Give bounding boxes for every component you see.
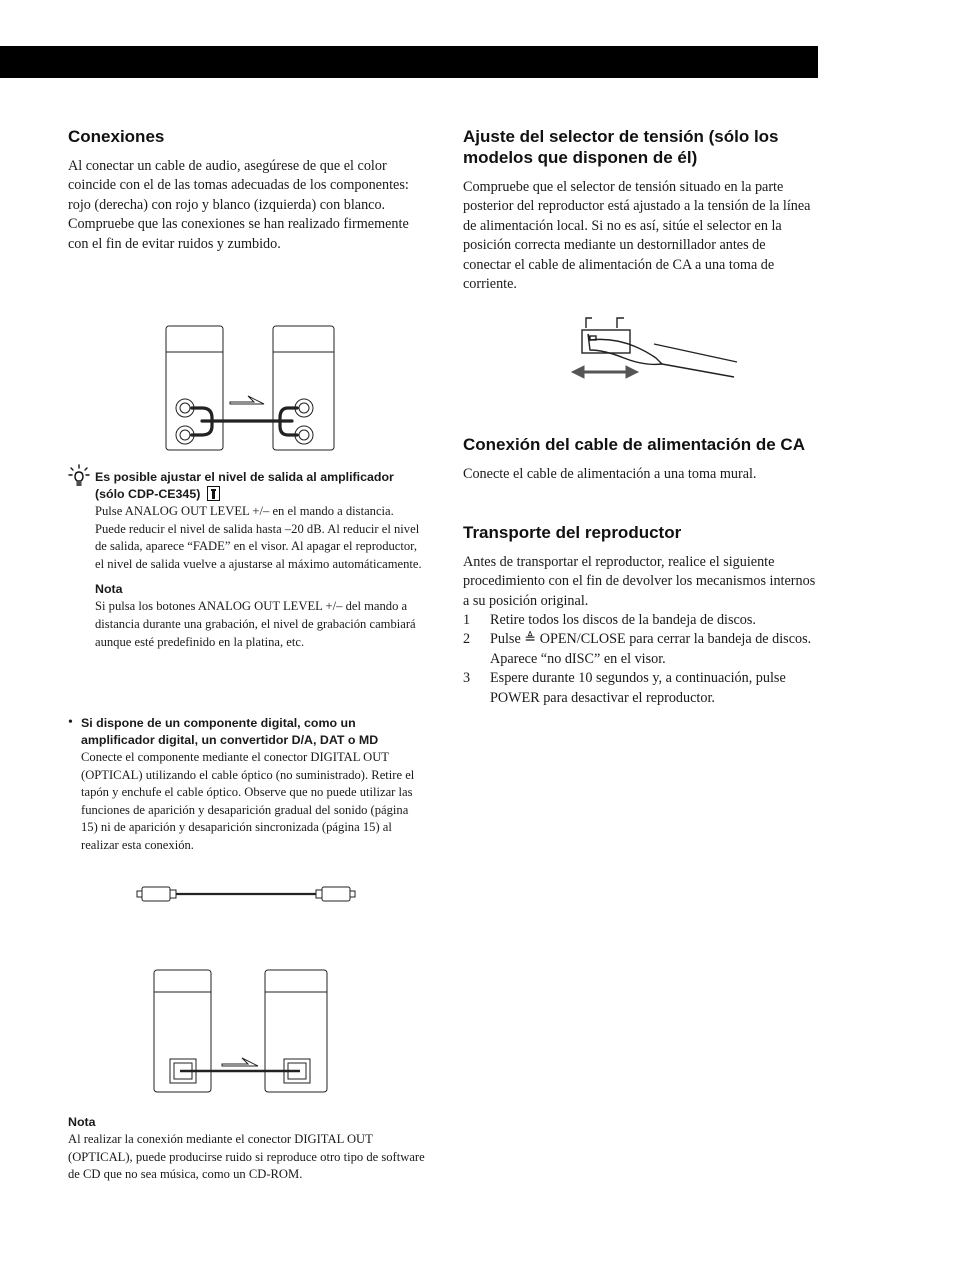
list-item: 3 Espere durante 10 segundos y, a continuación, pulse POWER para desactivar el reproductor. [463, 670, 786, 706]
digital-heading: Si dispone de un componente digital, como un amplificador digital, un convertidor D/A, DAT o MD [81, 716, 379, 747]
optical-cable-diagram [136, 882, 362, 906]
tip-note-label: Nota [95, 582, 123, 597]
transport-steps [463, 611, 819, 708]
voltage-title-line2: modelos que disponen de él) [463, 148, 698, 167]
lightbulb-icon [68, 463, 90, 489]
section-title-power: Conexión del cable de alimentación de CA [463, 435, 805, 454]
conexiones-paragraph: Al conectar un cable de audio, asegúrese de que el color coincide con el de las tomas adecuadas de los componentes: rojo (derecha) con rojo y blanco (izquierda) con blanco. Compruebe que las conexiones se han realizado firmemente con el fin de evitar ruidos y zumbido. [68, 158, 409, 252]
section-title-voltage [463, 126, 823, 168]
voltage-title-line1: Ajuste del selector de tensión (sólo los [463, 127, 779, 146]
digital-block [81, 715, 425, 855]
digital-text: Conecte el componente mediante el conector DIGITAL OUT (OPTICAL) utilizando el cable óptico (no suministrado). Retire el tapón y enchufe el cable óptico. Observe que no puede utilizar las funciones de aparición y desaparición gradual del sonido (página 15) ni de aparición y desaparición sincronizada (página 15) al realizar esta conexión. [81, 750, 415, 852]
tip-block [95, 469, 425, 651]
voltage-paragraph: Compruebe que el selector de tensión situado en la parte posterior del reproductor está ajustado a la tensión de la línea de alimentación local. Si no es así, sitúe el selector en la posición correcta mediante un destornillador antes de conectar el cable de alimentación de CA a una toma de corriente. [463, 179, 811, 293]
tip-note-text: Si pulsa los botones ANALOG OUT LEVEL +/– del mando a distancia durante una grabación, el nivel de grabación cambiará aunque esté predefinido en la platina, etc. [95, 599, 416, 649]
final-note [68, 1114, 428, 1184]
header-bar [0, 46, 818, 78]
final-note-text: Al realizar la conexión mediante el conector DIGITAL OUT (OPTICAL), puede producirse ruido si reproduce otro tipo de software de CD que no sea música, como un CD-ROM. [68, 1132, 425, 1182]
power-paragraph: Conecte el cable de alimentación a una toma mural. [463, 466, 757, 482]
list-item: Aparece “no dISC” en el visor. [490, 650, 666, 667]
analog-connection-diagram [162, 322, 342, 454]
list-item: 1 Retire todos los discos de la bandeja de discos. [463, 612, 756, 628]
section-title-conexiones: Conexiones [68, 127, 165, 146]
digital-connection-diagram [150, 966, 332, 1096]
tip-text: Pulse ANALOG OUT LEVEL +/– en el mando a distancia. Puede reducir el nivel de salida hasta –20 dB. Al reducir el nivel de salida, aparece “FADE” en el visor. Al apagar el reproductor, el nivel de salida vuelve a ajustarse al máximo automáticamente. [95, 504, 422, 571]
final-note-label: Nota [68, 1115, 96, 1129]
remote-control-icon [207, 486, 220, 501]
tip-heading-line2: (sólo CDP-CE345) [95, 487, 201, 501]
section-title-transport: Transporte del reproductor [463, 523, 682, 542]
list-item: 2 Pulse ≜ OPEN/CLOSE para cerrar la bandeja de discos. [463, 631, 812, 648]
transport-paragraph: Antes de transportar el reproductor, realice el siguiente procedimiento con el fin de devolver los mecanismos internos a su posición original. [463, 554, 816, 609]
bullet-marker: • [68, 715, 73, 730]
voltage-selector-diagram [564, 310, 744, 382]
tip-heading-line1: Es posible ajustar el nivel de salida al amplificador [95, 470, 394, 484]
tip-heading [95, 469, 425, 503]
